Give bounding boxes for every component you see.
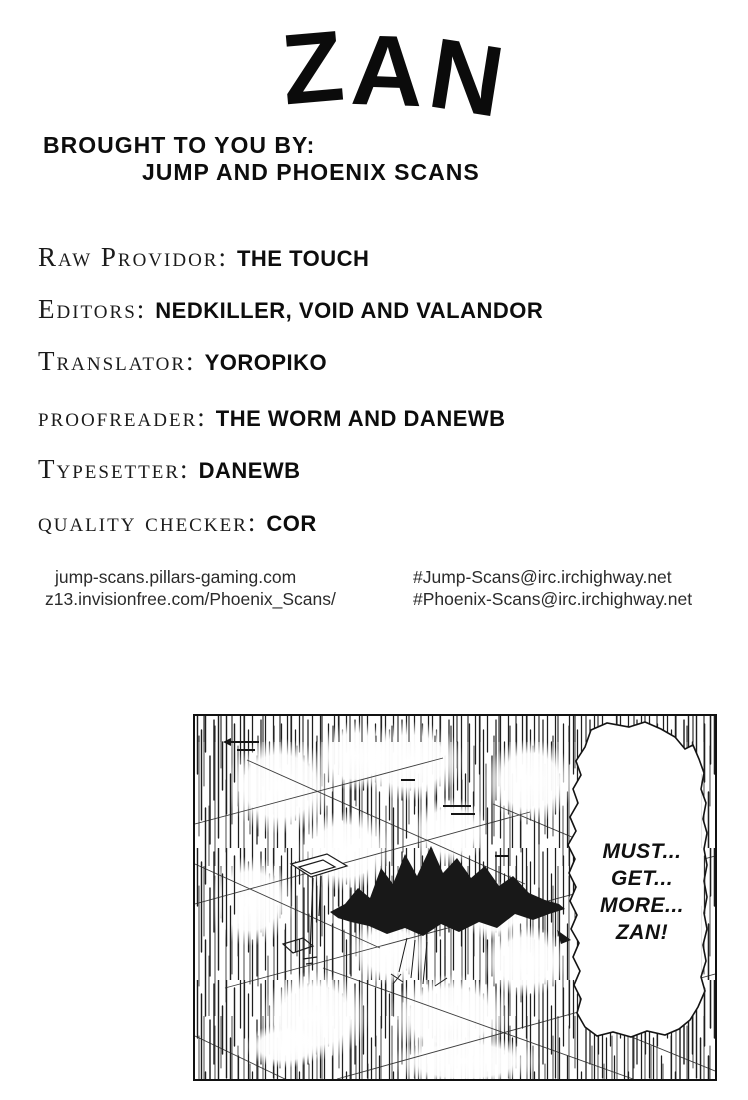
irc-link: #Jump-Scans@irc.irchighway.net bbox=[413, 567, 672, 587]
credit-role-label: quality checker: bbox=[38, 507, 258, 537]
credit-role-label: Editors: bbox=[38, 294, 147, 324]
credit-row-raw-provider bbox=[38, 242, 369, 273]
manga-panel bbox=[193, 714, 717, 1081]
brought-to-you-by-text: BROUGHT TO YOU BY: bbox=[43, 132, 316, 158]
credit-person-value: NEDKILLER, VOID AND VALANDOR bbox=[155, 298, 544, 323]
irc-links bbox=[413, 566, 692, 610]
speech-bubble-text bbox=[569, 838, 715, 946]
bubble-line: GET... bbox=[610, 867, 674, 890]
bubble-line: MUST... bbox=[602, 840, 682, 863]
group-names-text: JUMP AND PHOENIX SCANS bbox=[142, 159, 480, 185]
credit-role-label: Raw Providor: bbox=[38, 242, 228, 272]
website-links bbox=[45, 566, 336, 610]
website-link: z13.invisionfree.com/Phoenix_Scans/ bbox=[45, 589, 336, 609]
credit-row-quality-checker bbox=[38, 507, 317, 538]
credit-person-value: DANEWB bbox=[198, 458, 301, 483]
credit-person-value: COR bbox=[266, 511, 317, 536]
credit-person-value: YOROPIKO bbox=[204, 350, 328, 375]
credit-role-label: Translator: bbox=[38, 346, 196, 376]
credit-row-typesetter bbox=[38, 454, 301, 485]
credit-person-value: THE TOUCH bbox=[236, 246, 370, 271]
credit-row-translator bbox=[38, 346, 327, 377]
credit-row-editors bbox=[38, 294, 543, 325]
title-letter-z: Z bbox=[277, 9, 349, 127]
title-letter-a: A bbox=[349, 13, 426, 129]
website-link: jump-scans.pillars-gaming.com bbox=[55, 567, 297, 587]
bubble-line: MORE... bbox=[599, 894, 684, 917]
page-title bbox=[268, 9, 518, 139]
title-letter-n: N bbox=[421, 16, 511, 139]
credit-role-label: Typesetter: bbox=[38, 454, 190, 484]
credit-role-label: proofreader: bbox=[38, 402, 207, 432]
credit-person-value: THE WORM AND DANEWB bbox=[215, 406, 506, 431]
irc-link: #Phoenix-Scans@irc.irchighway.net bbox=[413, 589, 693, 609]
credit-row-proofreader bbox=[38, 402, 506, 433]
bubble-line: ZAN! bbox=[615, 921, 669, 944]
